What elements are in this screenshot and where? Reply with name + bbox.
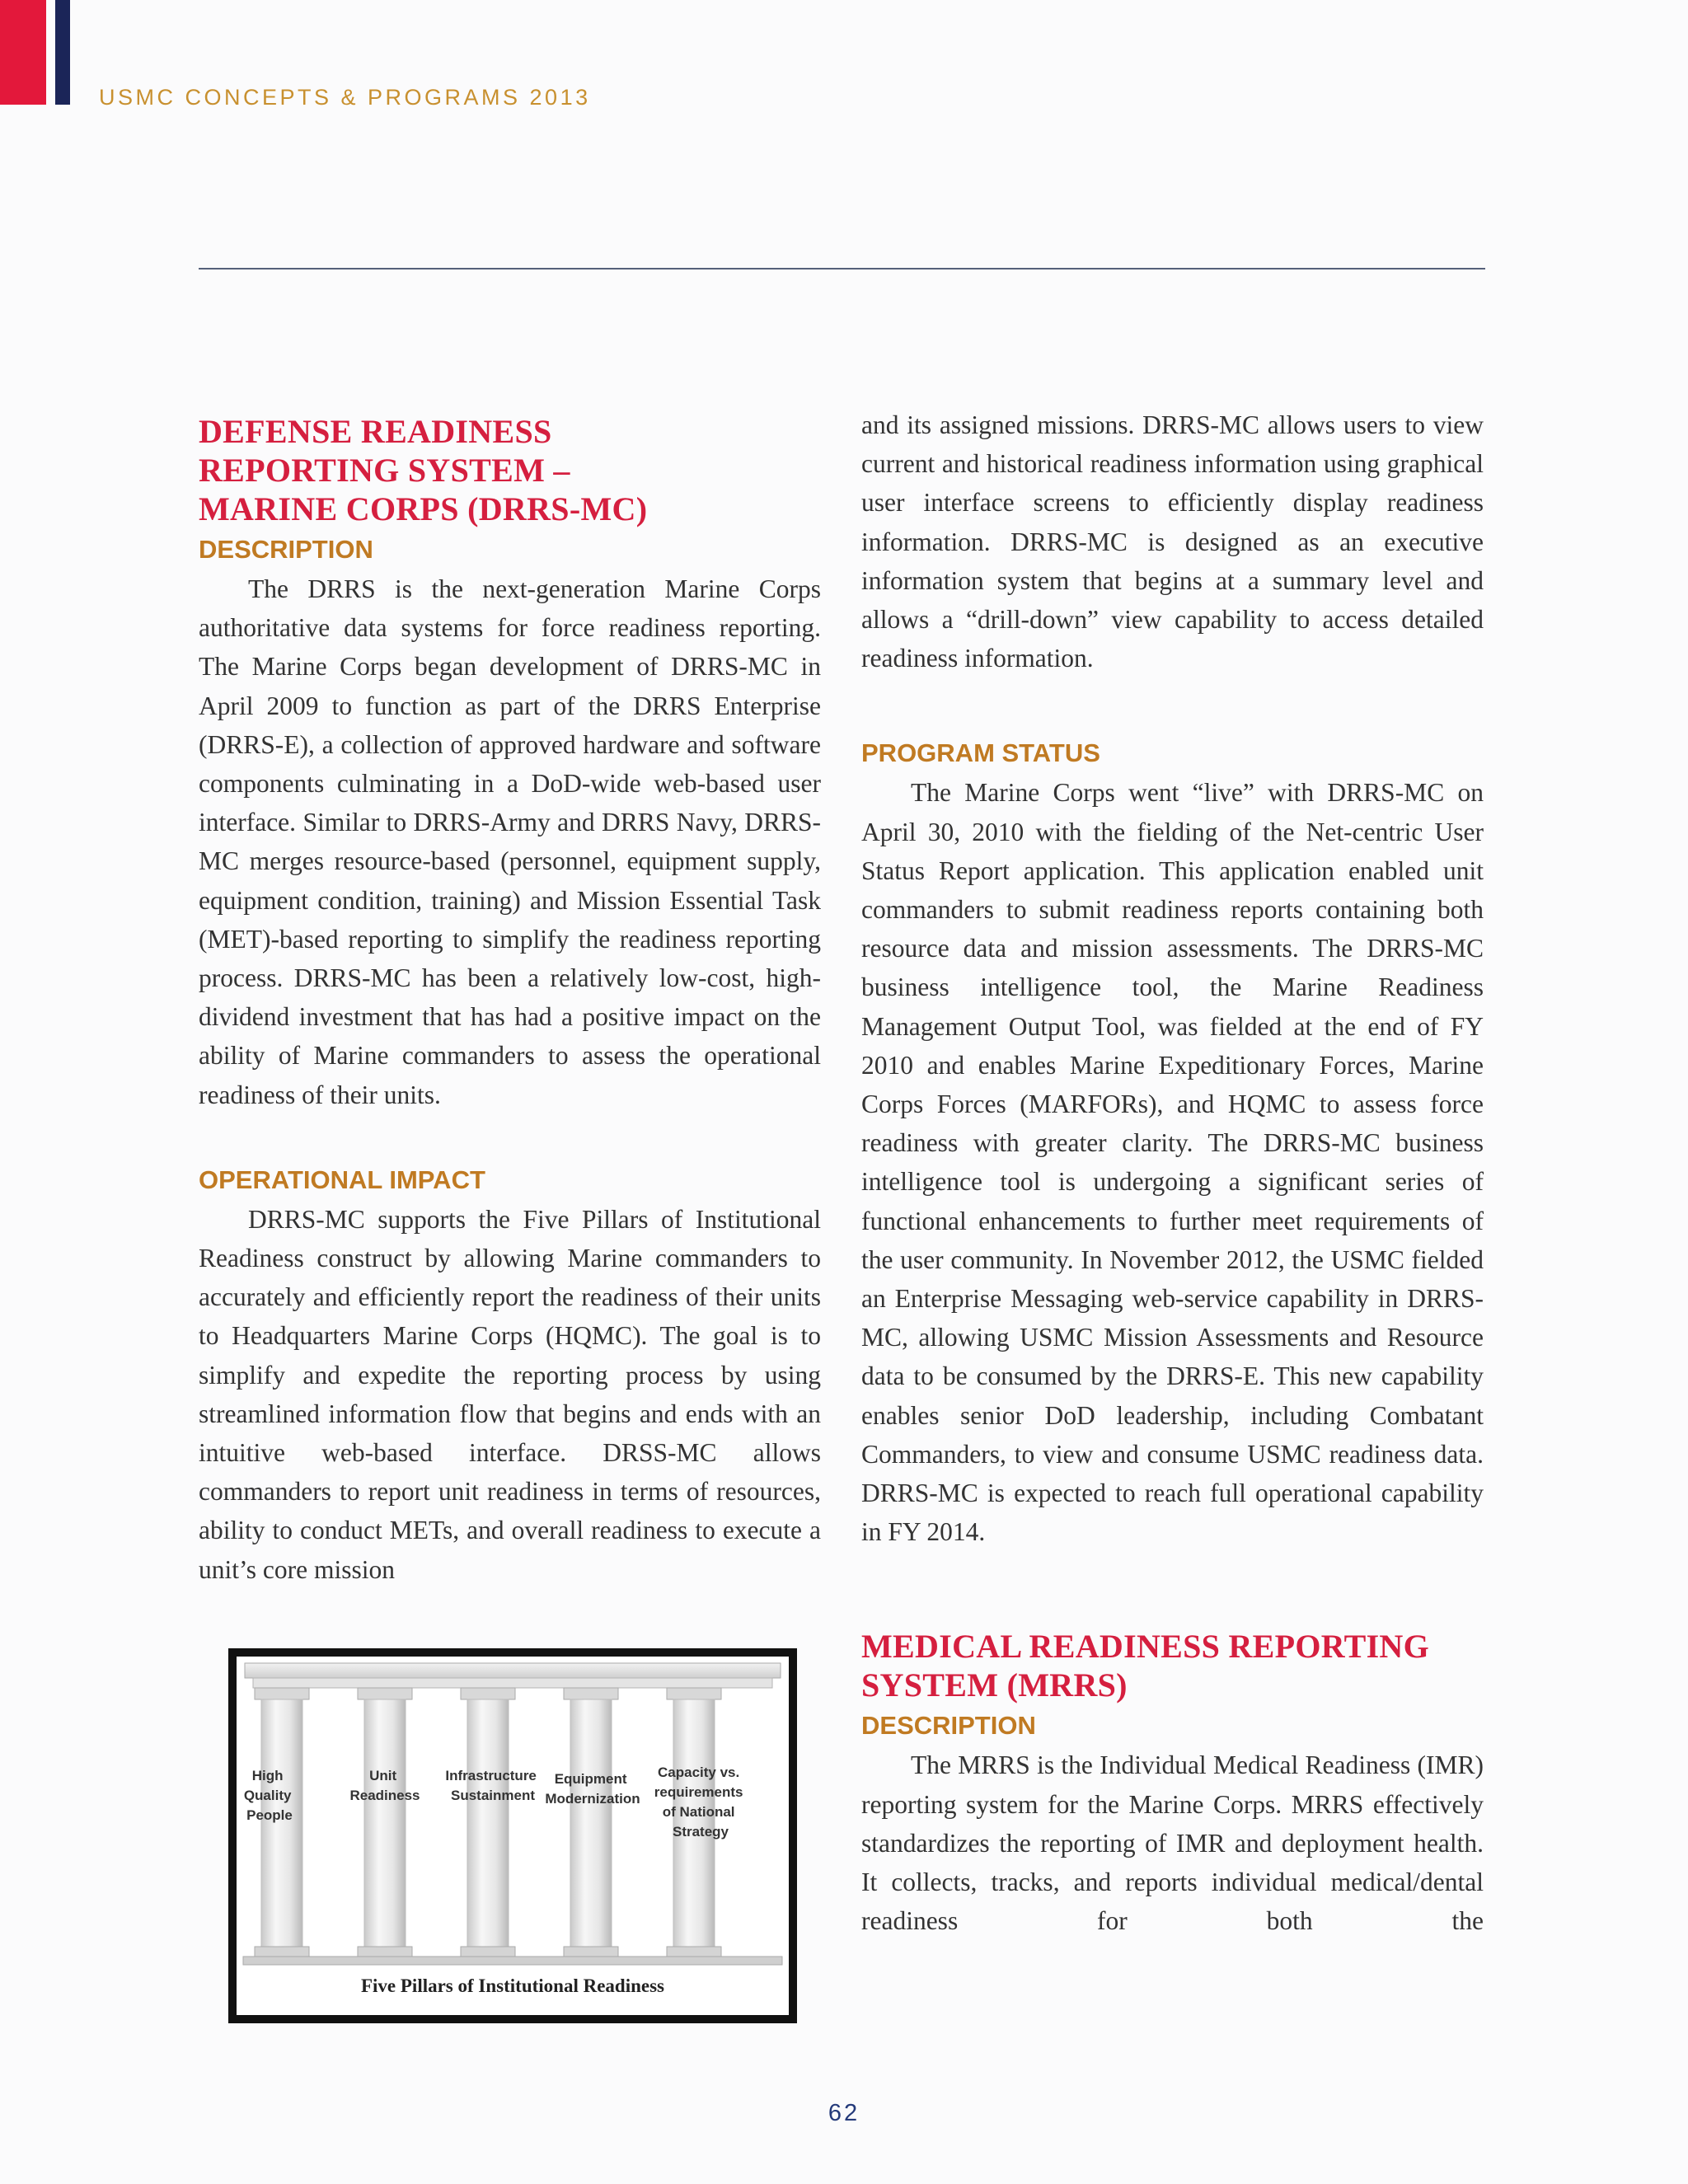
pillar-label-equipment-modernization: Equipment Modernization	[545, 1771, 640, 1807]
pillar-label-capacity-vs-requirements: Capacity vs. requirements of National Strategy	[654, 1765, 743, 1840]
section-spacer	[861, 1551, 1484, 1627]
pillar-label-unit-readiness: Unit Readiness	[349, 1768, 420, 1803]
header-rule	[199, 268, 1485, 269]
pillar-base-step	[243, 1957, 782, 1965]
title-line: DEFENSE READINESS	[199, 413, 552, 450]
title-line: SYSTEM (MRRS)	[861, 1666, 1128, 1704]
five-pillars-figure	[228, 1648, 797, 2023]
pillar-column	[667, 1688, 721, 1957]
right-column	[861, 412, 1484, 1941]
description-heading: DESCRIPTION	[199, 535, 373, 564]
mrrs-description-paragraph: The MRRS is the Individual Medical Readiness (IMR) reporting system for the Marine Corps. MRRS effectively standardizes the reporting of IMR and deployment health. It collects, tracks, and reports individual medical/dental readiness for both the	[861, 1750, 1484, 1936]
title-line: MARINE CORPS (DRRS-MC)	[199, 490, 648, 527]
program-status-heading: PROGRAM STATUS	[861, 738, 1100, 768]
running-head: USMC CONCEPTS & PROGRAMS 2013	[99, 85, 591, 110]
section-spacer	[199, 1114, 821, 1164]
pillar-column	[358, 1688, 412, 1957]
pillar-label-high-quality-people: High Quality People	[243, 1768, 293, 1823]
page-number: 62	[828, 2100, 860, 2126]
article-title-drrs	[199, 412, 821, 528]
operational-impact-continued: and its assigned missions. DRRS-MC allows users to view current and historical readiness information using graphical user interface screens to efficiently display readiness information. DRRS-MC is designed as an executive information system that begins at a summary level and allows a “drill-down” view capability to access detailed readiness information.	[861, 410, 1484, 673]
mrrs-description-heading: DESCRIPTION	[861, 1711, 1036, 1741]
header-blue-band	[55, 0, 70, 105]
title-line: MEDICAL READINESS REPORTING	[861, 1628, 1430, 1666]
entablature-bottom	[253, 1678, 772, 1688]
operational-impact-paragraph: DRRS-MC supports the Five Pillars of Institutional Readiness construct by allowing Marine commanders to accurately and efficiently report the readiness of their units to Headquarters Marine Corps (HQMC). The goal is to simplify and expedite the reporting process by using streamlined information flow that begins and ends with an intuitive web-based interface. DRSS-MC allows commanders to report unit readiness in terms of resources, ability to conduct METs, and overall readiness to execute a unit’s core mission	[199, 1204, 821, 1584]
article-title-mrrs	[861, 1627, 1484, 1704]
pillars-illustration	[237, 1657, 789, 1970]
entablature-top	[245, 1663, 781, 1678]
pillar-label-infrastructure-sustainment: Infrastructure Sustainment	[445, 1768, 537, 1803]
description-paragraph: The DRRS is the next-generation Marine Corps authoritative data systems for force readiness reporting. The Marine Corps began development of DRRS-MC in April 2009 to function as part of the DRRS Enterprise (DRRS-E), a collection of approved hardware and software components culminating in a DoD-wide web-based user interface. Similar to DRRS-Army and DRRS Navy, DRRS-MC merges resource-based (personnel, equipment supply, equipment condition, training) and Mission Essential Task (MET)-based reporting to simplify the readiness reporting process. DRRS-MC has been a relatively low-cost, high-dividend investment that has had a positive impact on the ability of Marine commanders to assess the operational readiness of their units.	[199, 574, 821, 1109]
section-spacer	[861, 677, 1484, 737]
program-status-paragraph: The Marine Corps went “live” with DRRS-MC on April 30, 2010 with the fielding of the Net-centric User Status Report application. This application enabled unit commanders to submit readiness reports containing both resource data and mission assessments. The DRRS-MC business intelligence tool, the Marine Readiness Management Output Tool, was fielded at the end of FY 2010 and enables Marine Expeditionary Forces, Marine Corps Forces (MARFORs), and HQMC to assess force readiness with greater clarity. The DRRS-MC business intelligence tool is undergoing a significant series of functional enhancements to further meet requirements of the user community. In November 2012, the USMC fielded an Enterprise Messaging web-service capability in DRRS-MC, allowing USMC Mission Assessments and Resource data to be consumed by the DRRS-E. This new capability enables senior DoD leadership, including Combatant Commanders, to view and consume USMC readiness data. DRRS-MC is expected to reach full operational capability in FY 2014.	[861, 778, 1484, 1547]
figure-caption: Five Pillars of Institutional Readiness	[360, 1975, 664, 1996]
pillar-column	[564, 1688, 618, 1957]
left-column	[199, 412, 821, 1589]
title-line: REPORTING SYSTEM –	[199, 452, 570, 489]
pillar-column	[461, 1688, 515, 1957]
header-red-band	[0, 0, 46, 105]
operational-impact-heading: OPERATIONAL IMPACT	[199, 1165, 485, 1194]
